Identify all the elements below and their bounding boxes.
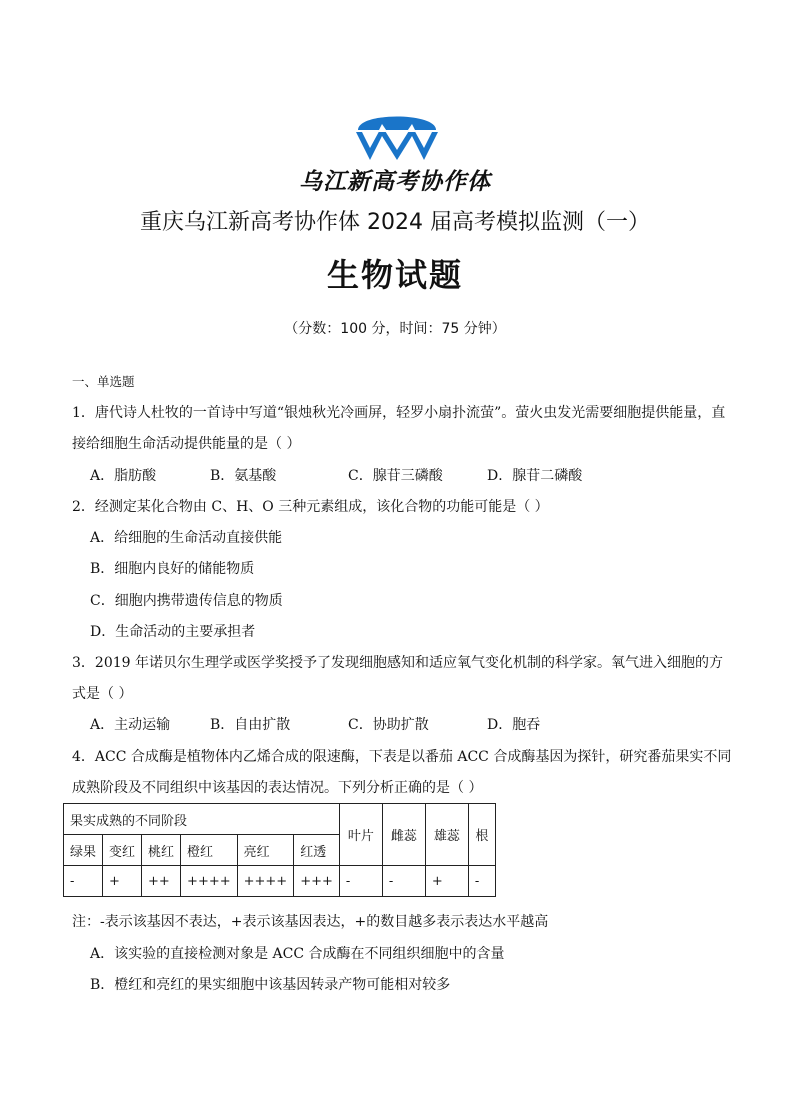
score-time-info: （分数：100 分，时间：75 分钟） [284,321,506,337]
table-header-stage: 桃红 [142,835,181,866]
table-header-leaf: 叶片 [339,804,382,866]
question-3-text-cont: 式是（ ） [72,686,133,702]
question-3-option-c: C．协助扩散 [348,717,429,733]
logo-text: 乌江新高考协作体 [299,169,491,195]
table-cell: ++ [142,866,181,897]
question-4-option-a: A．该实验的直接检测对象是 ACC 合成酶在不同组织细胞中的含量 [90,946,505,962]
question-2-text: 2．经测定某化合物由 C、H、O 三种元素组成，该化合物的功能可能是（ ） [72,499,549,515]
table-header-root: 根 [468,804,495,866]
subject-title: 生物试题 [326,256,463,294]
table-cell: - [339,866,382,897]
table-header-stage: 绿果 [64,835,103,866]
table-cell: - [64,866,103,897]
table-cell: ++++ [181,866,238,897]
gene-expression-table [63,803,496,897]
table-header-stamen: 雄蕊 [425,804,468,866]
question-1-text: 1．唐代诗人杜牧的一首诗中写道“银烛秋光冷画屏，轻罗小扇扑流萤”。萤火虫发光需要细胞提供能量，直 [72,405,726,421]
table-header-stage: 橙红 [181,835,238,866]
table-cell: - [468,866,495,897]
table-cell: - [382,866,425,897]
question-2-option-d: D．生命活动的主要承担者 [90,624,256,640]
table-cell: + [103,866,142,897]
question-2-option-b: B．细胞内良好的储能物质 [90,561,255,577]
table-cell: +++ [294,866,340,897]
question-4-text-cont: 成熟阶段及不同组织中该基因的表达情况。下列分析正确的是（ ） [72,780,483,796]
question-2-option-c: C．细胞内携带遗传信息的物质 [90,593,283,609]
question-1-option-c: C．腺苷三磷酸 [348,468,443,484]
table-note: 注：-表示该基因不表达，+表示该基因表达，+的数目越多表示表达水平越高 [72,914,549,930]
exam-title: 重庆乌江新高考协作体 2024 届高考模拟监测（一） [140,210,650,235]
question-1-option-a: A．脂肪酸 [90,468,157,484]
table-cell: ++++ [237,866,294,897]
question-4-option-b: B．橙红和亮红的果实细胞中该基因转录产物可能相对较多 [90,977,451,993]
section-heading: 一、单选题 [72,374,135,389]
question-3-text: 3．2019 年诺贝尔生理学或医学奖授予了发现细胞感知和适应氧气变化机制的科学家。氧气进入细胞的方 [72,655,723,671]
table-group-header: 果实成熟的不同阶段 [64,804,340,835]
table-header-stage: 红透 [294,835,340,866]
question-3-option-b: B．自由扩散 [210,717,291,733]
table-header-stage: 变红 [103,835,142,866]
question-4-text: 4．ACC 合成酶是植物体内乙烯合成的限速酶，下表是以番茄 ACC 合成酶基因为探针，研究番茄果实不同 [72,749,732,765]
question-1-option-b: B．氨基酸 [210,468,277,484]
table-cell: + [425,866,468,897]
question-3-option-a: A．主动运输 [90,717,171,733]
table-header-stage: 亮红 [237,835,294,866]
question-1-text-cont: 接给细胞生命活动提供能量的是（ ） [72,436,301,452]
question-2-option-a: A．给细胞的生命活动直接供能 [90,530,283,546]
question-1-option-d: D．腺苷二磷酸 [487,468,583,484]
organization-logo [352,104,442,162]
question-3-option-d: D．胞吞 [487,717,541,733]
table-header-pistil: 雌蕊 [382,804,425,866]
